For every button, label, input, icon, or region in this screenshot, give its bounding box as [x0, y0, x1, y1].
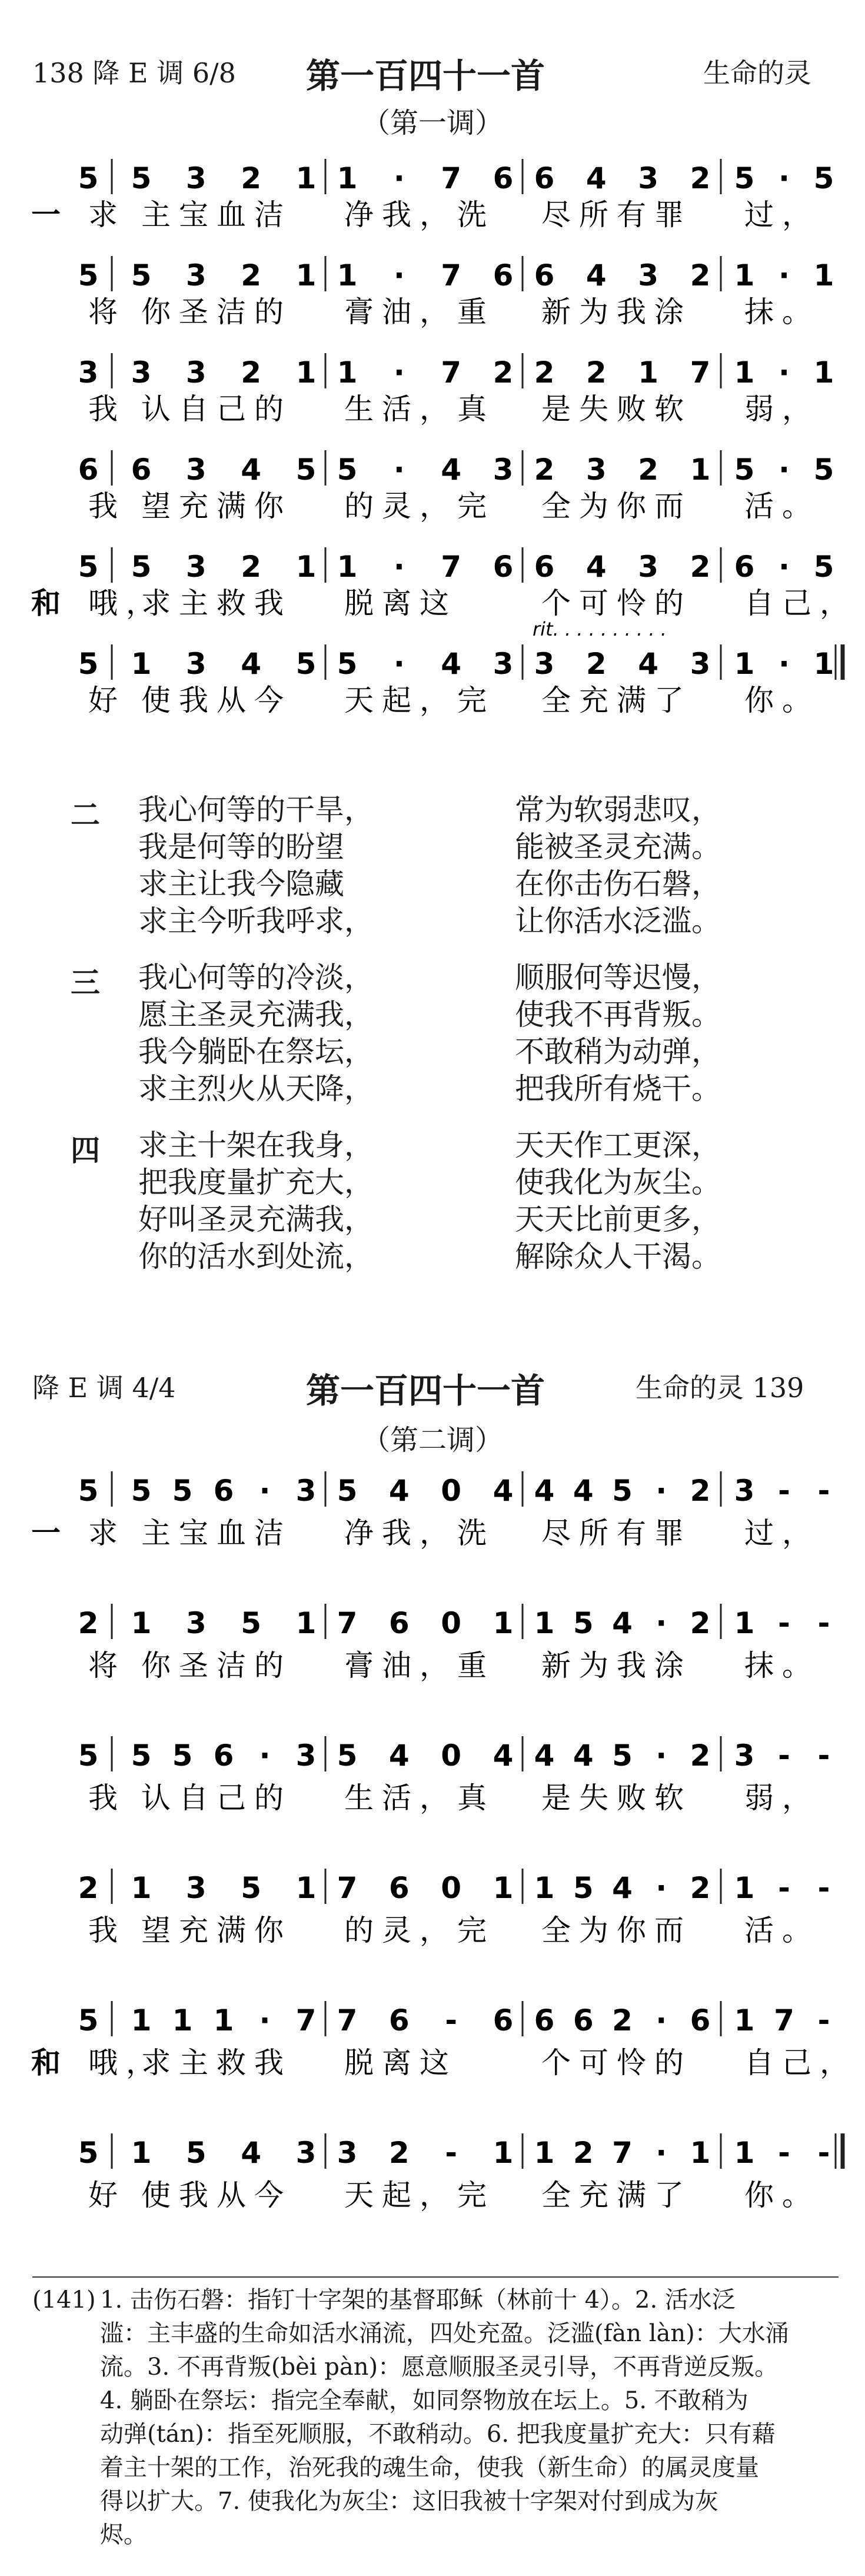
note: 6	[534, 550, 555, 584]
footnote-line: 得以扩大。7. 使我化为灰尘：这旧我被十字架对付到成为灰	[100, 2488, 718, 2515]
lyric-segment: 我	[88, 392, 126, 426]
footnote-tag: (141)	[32, 2286, 96, 2314]
note: ·	[393, 258, 405, 292]
note: -	[817, 1606, 830, 1640]
note: ·	[393, 550, 405, 584]
lyric-segment: 你圣洁的	[141, 295, 292, 329]
lyric-segment: 将	[88, 1648, 126, 1683]
rit-marking: rit. . . . . . . . . .	[533, 618, 667, 640]
lyric-segment: 弱，	[744, 1781, 820, 1815]
note: 4	[612, 1606, 633, 1640]
lyric-segment: 过，	[744, 1516, 820, 1550]
note: ·	[656, 1739, 667, 1773]
note: 1	[734, 1606, 755, 1640]
page-number-header-left: 138 降 E 调 6/8	[32, 57, 236, 89]
note: ·	[778, 647, 790, 681]
note: 1	[295, 1871, 317, 1905]
note: 4	[241, 2136, 262, 2170]
verse-number: 二	[71, 798, 100, 832]
note: 5	[813, 550, 834, 584]
note: 3	[734, 1739, 755, 1773]
lyric-segment: 天起，完	[344, 2178, 495, 2212]
note: ·	[778, 161, 790, 195]
note: 1	[172, 2003, 193, 2037]
note: 1	[813, 647, 834, 681]
note: -	[445, 2003, 458, 2037]
note: 2	[690, 1739, 711, 1773]
note: 3	[337, 2136, 358, 2170]
note: 6	[534, 2003, 555, 2037]
note: 2	[690, 1474, 711, 1508]
note: 1	[131, 647, 152, 681]
note: ·	[778, 355, 790, 390]
lyric-segment: 抹。	[744, 295, 820, 329]
note: 5	[172, 1474, 193, 1508]
note: 4	[493, 1474, 514, 1508]
note: ·	[656, 2003, 667, 2037]
note: -	[778, 1474, 790, 1508]
note: -	[778, 2136, 790, 2170]
lyric-segment: 使我从今	[141, 2178, 292, 2212]
note: 3	[295, 1739, 317, 1773]
lyric-segment: 是失败软	[541, 1781, 692, 1815]
note: 1	[734, 355, 755, 390]
lyric-segment: 膏油，重	[344, 295, 495, 329]
note: 5	[573, 1606, 594, 1640]
note: 2	[493, 355, 514, 390]
lyric-segment: 自己，	[744, 2046, 857, 2080]
header-right-2: 生命的灵 139	[636, 1372, 804, 1404]
note: 7	[441, 550, 462, 584]
verse-number: 三	[71, 966, 100, 1000]
lyric-segment: 尽所有罪	[541, 198, 692, 232]
note: 1	[813, 355, 834, 390]
lyric-segment: 全为你而	[541, 489, 692, 523]
pickup-note: 5	[78, 258, 99, 292]
lyric-segment: 好	[88, 683, 126, 717]
note: -	[817, 1871, 830, 1905]
note: 2	[241, 161, 262, 195]
verses-section	[0, 792, 865, 1321]
note: 1	[734, 2136, 755, 2170]
note: -	[817, 2003, 830, 2037]
note: 3	[185, 161, 207, 195]
hymn-category: 生命的灵	[703, 57, 811, 89]
note: 2	[690, 161, 711, 195]
note: 1	[690, 2136, 711, 2170]
note: 1	[337, 550, 358, 584]
lyric-segment: 个可怜的	[541, 2046, 692, 2080]
note: 6	[573, 2003, 594, 2037]
note: 2	[241, 550, 262, 584]
note: 5	[131, 258, 152, 292]
pickup-note: 5	[78, 1474, 99, 1508]
note: ·	[778, 258, 790, 292]
note: 3	[638, 161, 659, 195]
note: 0	[441, 1474, 462, 1508]
pickup-note: 5	[78, 1739, 99, 1773]
lyric-segment: 好	[88, 2178, 126, 2212]
note: 4	[585, 550, 607, 584]
note: 2	[612, 2003, 633, 2037]
note: 1	[131, 2136, 152, 2170]
note: 7	[612, 2136, 633, 2170]
lyric-segment: 求	[88, 1516, 126, 1550]
note: 1	[493, 2136, 514, 2170]
pickup-note: 6	[78, 453, 99, 487]
note: 4	[241, 453, 262, 487]
note: 5	[131, 1474, 152, 1508]
note: 1	[534, 1871, 555, 1905]
note: 5	[295, 647, 317, 681]
note: 6	[213, 1739, 234, 1773]
footnote-line: 烬。	[100, 2521, 147, 2548]
lyric-segment: 的灵，完	[344, 489, 495, 523]
note: 4	[573, 1474, 594, 1508]
score-tune-1	[0, 141, 865, 759]
note: -	[778, 1871, 790, 1905]
lyric-segment: 净我，洗	[344, 198, 495, 232]
note: 7	[337, 1606, 358, 1640]
note: 3	[185, 453, 207, 487]
note: 5	[337, 1474, 358, 1508]
note: 6	[534, 161, 555, 195]
footnote-line: 着主十架的工作，治死我的魂生命，使我（新生命）的属灵度量	[100, 2454, 759, 2481]
tune-subtitle: （第一调）	[362, 107, 504, 139]
score-tune-2	[0, 1460, 865, 2260]
note: 3	[638, 258, 659, 292]
lyric-segment: 抹。	[744, 1648, 820, 1683]
note: 6	[534, 258, 555, 292]
pickup-note: 5	[78, 647, 99, 681]
note: 1	[131, 2003, 152, 2037]
note: 6	[388, 1871, 410, 1905]
verse-number: 四	[71, 1134, 100, 1168]
note: 4	[493, 1739, 514, 1773]
note: 4	[241, 647, 262, 681]
note: 4	[534, 1474, 555, 1508]
lyric-segment: 膏油，重	[344, 1648, 495, 1683]
lyric-segment: 认自己的	[141, 392, 292, 426]
lyric-segment: 我	[88, 1781, 126, 1815]
note: 7	[690, 355, 711, 390]
lyric-segment: 脱离这	[344, 586, 457, 620]
note: ·	[393, 453, 405, 487]
note: ·	[259, 2003, 271, 2037]
note: 1	[295, 355, 317, 390]
note: 1	[337, 161, 358, 195]
note: 4	[573, 1739, 594, 1773]
note: 3	[185, 1871, 207, 1905]
verse-marker: 和	[31, 2046, 61, 2080]
note: 3	[493, 453, 514, 487]
pickup-note: 3	[78, 355, 99, 390]
note: 1	[534, 1606, 555, 1640]
note: ·	[259, 1474, 271, 1508]
lyric-segment: 全充满了	[541, 683, 692, 717]
note: 0	[441, 1739, 462, 1773]
lyric-segment: 哦，	[88, 2046, 164, 2080]
pickup-note: 5	[78, 161, 99, 195]
note: 2	[585, 355, 607, 390]
lyric-segment: 天起，完	[344, 683, 495, 717]
note: 5	[241, 1871, 262, 1905]
note: ·	[393, 647, 405, 681]
footnote-line: 流。3. 不再背叛(bèi pàn)：愿意顺服圣灵引导，不再背逆反叛。	[100, 2354, 778, 2381]
note: ·	[656, 2136, 667, 2170]
verse-marker: 一	[31, 198, 61, 232]
note: 2	[241, 258, 262, 292]
note: 1	[734, 647, 755, 681]
note: 3	[185, 647, 207, 681]
note: 1	[690, 453, 711, 487]
verse-marker: 一	[31, 1516, 61, 1550]
note: 4	[388, 1739, 410, 1773]
note: 2	[573, 2136, 594, 2170]
note: 3	[734, 1474, 755, 1508]
hymn-title: 第一百四十一首	[306, 56, 545, 96]
lyric-segment: 你。	[744, 683, 820, 717]
verse-lines: 求主十架在我身， 天天作工更深， 把我度量扩充大， 使我化为灰尘。 好叫圣灵充满我， 天天比前更多， 你的活水到处流， 解除众人干渴。	[138, 1128, 721, 1274]
lyric-segment: 认自己的	[141, 1781, 292, 1815]
note: 3	[493, 647, 514, 681]
note: 6	[690, 2003, 711, 2037]
lyric-segment: 求	[88, 198, 126, 232]
note: 5	[131, 550, 152, 584]
note: 4	[638, 647, 659, 681]
note: 1	[734, 1871, 755, 1905]
pickup-note: 5	[78, 2136, 99, 2170]
note: 2	[690, 1606, 711, 1640]
note: 5	[813, 453, 834, 487]
note: 6	[493, 550, 514, 584]
note: 2	[690, 258, 711, 292]
lyric-segment: 生活，真	[344, 392, 495, 426]
note: 1	[295, 258, 317, 292]
note: -	[817, 1739, 830, 1773]
note: 2	[690, 550, 711, 584]
note: 3	[185, 258, 207, 292]
lyric-segment: 全为你而	[541, 1913, 692, 1947]
note: 1	[493, 1871, 514, 1905]
note: 7	[337, 2003, 358, 2037]
note: 2	[638, 453, 659, 487]
note: ·	[778, 453, 790, 487]
note: 1	[131, 1871, 152, 1905]
note: ·	[393, 355, 405, 390]
note: 6	[388, 2003, 410, 2037]
note: 7	[441, 161, 462, 195]
note: 6	[493, 2003, 514, 2037]
note: 1	[638, 355, 659, 390]
lyric-segment: 脱离这	[344, 2046, 457, 2080]
pickup-note: 2	[78, 1871, 99, 1905]
header-left-2: 降 E 调 4/4	[32, 1372, 176, 1404]
note: 1	[295, 550, 317, 584]
note: 7	[337, 1871, 358, 1905]
note: 7	[441, 258, 462, 292]
note: 2	[241, 355, 262, 390]
note: 1	[295, 161, 317, 195]
note: 0	[441, 1606, 462, 1640]
lyric-segment: 你。	[744, 2178, 820, 2212]
lyric-segment: 生活，真	[344, 1781, 495, 1815]
lyric-segment: 的灵，完	[344, 1913, 495, 1947]
lyric-segment: 我	[88, 1913, 126, 1947]
note: 1	[734, 258, 755, 292]
lyric-segment: 过，	[744, 198, 820, 232]
lyric-segment: 净我，洗	[344, 1516, 495, 1550]
hymn-title-2: 第一百四十一首	[306, 1371, 545, 1411]
verse-lines: 我心何等的干旱， 常为软弱悲叹， 我是何等的盼望 能被圣灵充满。 求主让我今隐藏 在你击伤石磐， 求主今听我呼求， 让你活水泛滥。	[138, 793, 721, 938]
lyric-segment: 望充满你	[141, 489, 292, 523]
lyric-segment: 新为我涂	[541, 1648, 692, 1683]
note: ·	[259, 1739, 271, 1773]
note: 1	[337, 258, 358, 292]
lyric-segment: 使我从今	[141, 683, 292, 717]
note: 5	[337, 453, 358, 487]
lyric-segment: 哦，	[88, 586, 164, 620]
note: 2	[534, 355, 555, 390]
note: ·	[393, 161, 405, 195]
note: 3	[295, 1474, 317, 1508]
note: ·	[656, 1474, 667, 1508]
note: 4	[388, 1474, 410, 1508]
note: 2	[388, 2136, 410, 2170]
lyric-segment: 个可怜的	[541, 586, 692, 620]
lyric-segment: 将	[88, 295, 126, 329]
pickup-note: 5	[78, 550, 99, 584]
lyric-segment: 全充满了	[541, 2178, 692, 2212]
lyric-segment: 主宝血洁	[141, 1516, 292, 1550]
note: -	[445, 2136, 458, 2170]
note: 3	[295, 2136, 317, 2170]
note: 5	[131, 1739, 152, 1773]
lyric-segment: 自己，	[744, 586, 857, 620]
lyric-segment: 望充满你	[141, 1913, 292, 1947]
note: 3	[185, 550, 207, 584]
note: 6	[388, 1606, 410, 1640]
note: 3	[185, 1606, 207, 1640]
lyric-segment: 你圣洁的	[141, 1648, 292, 1683]
note: 7	[441, 355, 462, 390]
note: 3	[185, 355, 207, 390]
note: 5	[295, 453, 317, 487]
note: 1	[131, 1606, 152, 1640]
note: 5	[612, 1739, 633, 1773]
note: 3	[638, 550, 659, 584]
footnote-line: 滥：主丰盛的生命如活水涌流，四处充盈。泛滥(fàn làn)：大水涌	[100, 2320, 789, 2347]
pickup-note: 5	[78, 2003, 99, 2037]
note: ·	[656, 1606, 667, 1640]
verse-marker: 和	[31, 586, 61, 620]
verse-lines: 我心何等的冷淡， 顺服何等迟慢， 愿主圣灵充满我， 使我不再背叛。 我今躺卧在祭坛， 不敢稍为动弹， 求主烈火从天降， 把我所有烧干。	[138, 960, 721, 1106]
note: 1	[493, 1606, 514, 1640]
note: ·	[778, 550, 790, 584]
note: 5	[612, 1474, 633, 1508]
note: 5	[734, 161, 755, 195]
note: 6	[213, 1474, 234, 1508]
note: 4	[534, 1739, 555, 1773]
note: 4	[612, 1871, 633, 1905]
footnote-line: (141) 1. 击伤石磐：指钉十字架的基督耶稣（林前十 4）。2. 活水泛	[32, 2284, 839, 2317]
note: -	[817, 1474, 830, 1508]
footnote-line: 动弹(tán)：指至死顺服，不敢稍动。6. 把我度量扩充大：只有藉	[100, 2421, 776, 2448]
note: 5	[241, 1606, 262, 1640]
note: 5	[185, 2136, 207, 2170]
tune-subtitle-2: （第二调）	[362, 1424, 504, 1457]
note: 2	[690, 1871, 711, 1905]
lyric-segment: 主宝血洁	[141, 198, 292, 232]
note: 5	[172, 1739, 193, 1773]
lyric-segment: 新为我涂	[541, 295, 692, 329]
note: 6	[493, 161, 514, 195]
note: 2	[585, 647, 607, 681]
note: 3	[534, 647, 555, 681]
note: -	[817, 2136, 830, 2170]
note: 1	[295, 1606, 317, 1640]
lyric-segment: 弱，	[744, 392, 820, 426]
note: 6	[734, 550, 755, 584]
lyric-segment: 求主救我	[141, 2046, 292, 2080]
note: 5	[337, 1739, 358, 1773]
note: 7	[774, 2003, 794, 2037]
lyric-segment: 求主救我	[141, 586, 292, 620]
note: 5	[813, 161, 834, 195]
footnotes	[32, 2284, 839, 2552]
note: 1	[337, 355, 358, 390]
note: 1	[534, 2136, 555, 2170]
note: 4	[441, 647, 462, 681]
note: -	[778, 1739, 790, 1773]
lyric-segment: 活。	[744, 489, 820, 523]
note: 1	[734, 2003, 755, 2037]
note: 0	[441, 1871, 462, 1905]
lyric-segment: 尽所有罪	[541, 1516, 692, 1550]
note: 6	[131, 453, 152, 487]
note: 6	[493, 258, 514, 292]
note: 3	[690, 647, 711, 681]
pickup-note: 2	[78, 1606, 99, 1640]
note: 4	[585, 161, 607, 195]
note: 4	[585, 258, 607, 292]
note: 5	[337, 647, 358, 681]
note: 3	[131, 355, 152, 390]
lyric-segment: 活。	[744, 1913, 820, 1947]
note: -	[778, 1606, 790, 1640]
note: ·	[656, 1871, 667, 1905]
note: 5	[131, 161, 152, 195]
lyric-segment: 我	[88, 489, 126, 523]
note: 5	[573, 1871, 594, 1905]
note: 1	[813, 258, 834, 292]
lyric-segment: 是失败软	[541, 392, 692, 426]
notes-divider	[32, 2276, 839, 2278]
note: 4	[441, 453, 462, 487]
note: 5	[734, 453, 755, 487]
note: 3	[585, 453, 607, 487]
note: 2	[534, 453, 555, 487]
footnote-line: 4. 躺卧在祭坛：指完全奉献，如同祭物放在坛上。5. 不敢稍为	[100, 2387, 748, 2414]
note: 7	[295, 2003, 317, 2037]
note: 1	[213, 2003, 234, 2037]
